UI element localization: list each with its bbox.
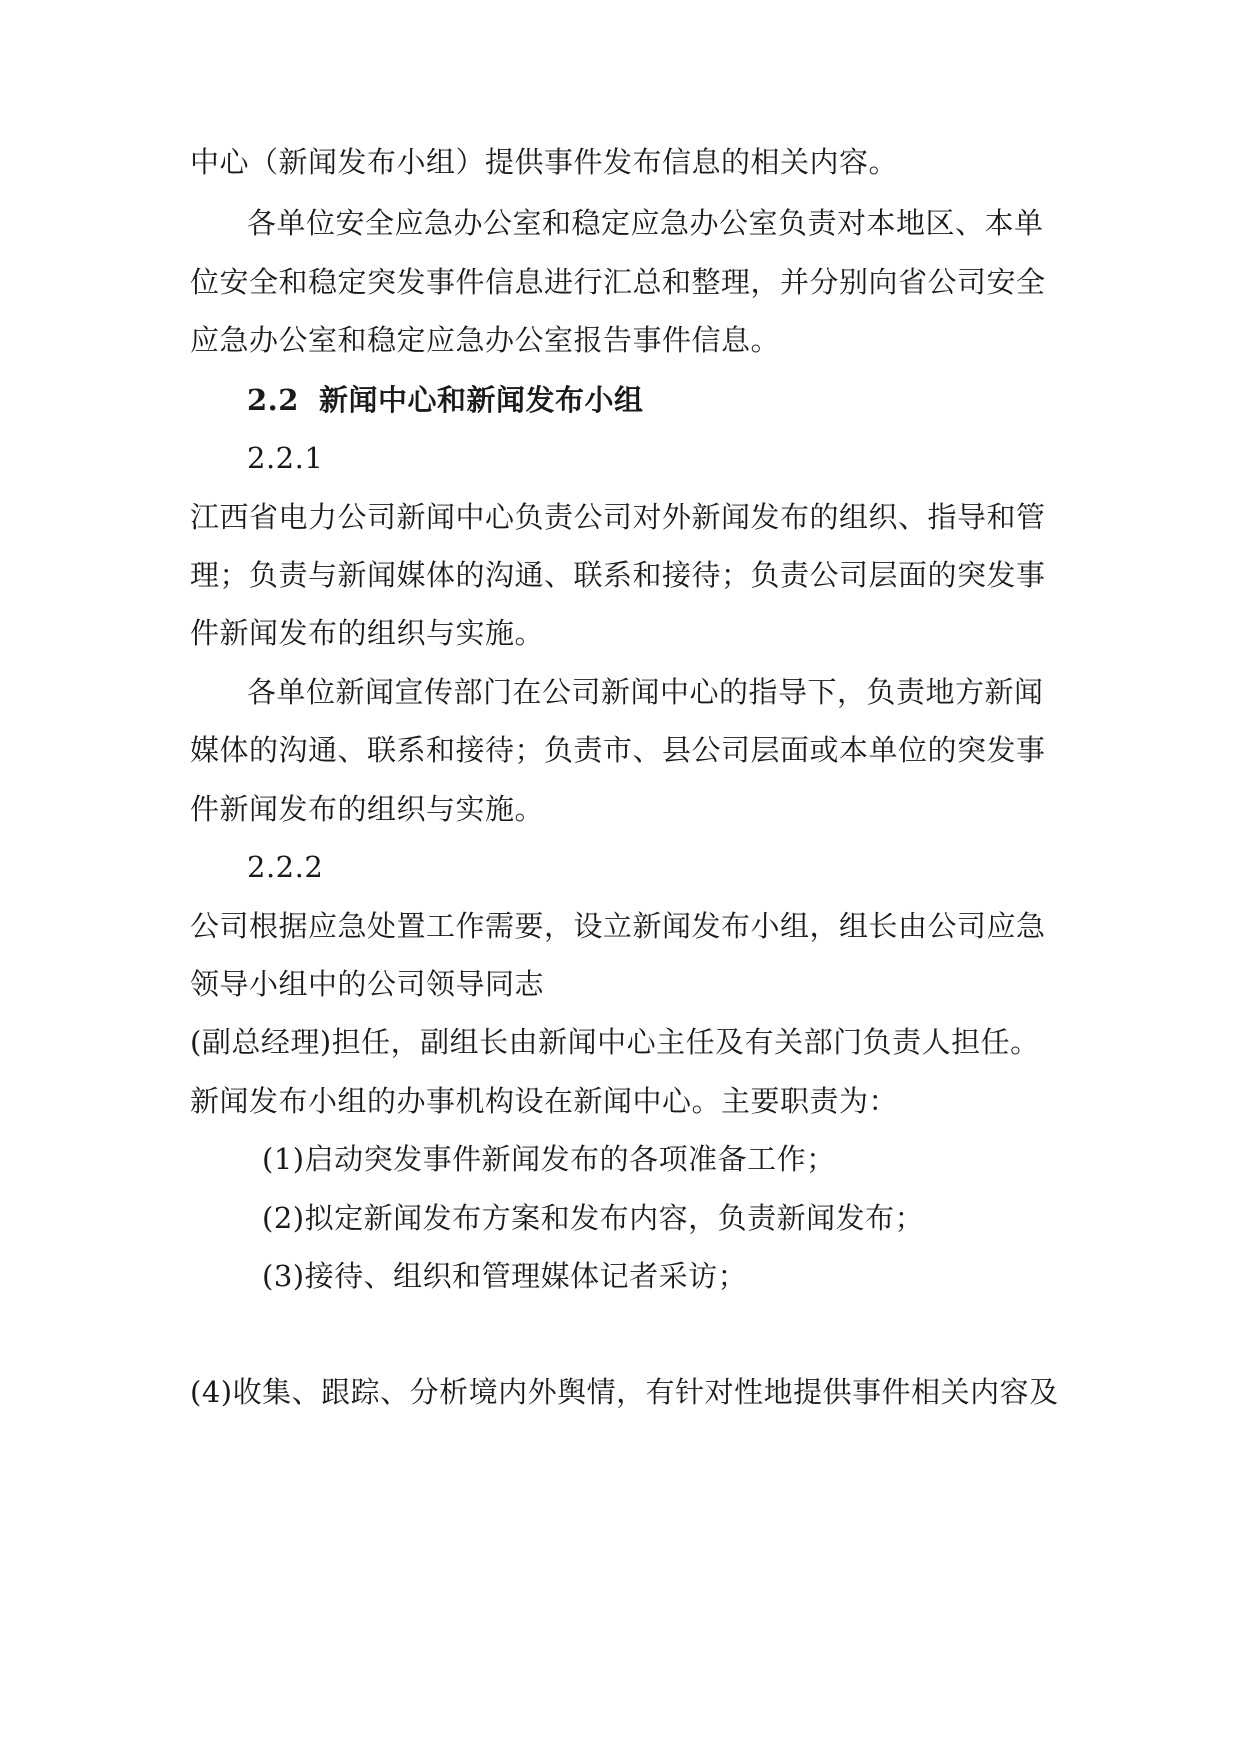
paragraph-line: 件新闻发布的组织与实施。: [190, 616, 545, 650]
paragraph-line: 江西省电力公司新闻中心负责公司对外新闻发布的组织、指导和管: [190, 500, 1046, 534]
section-heading: [247, 380, 1127, 420]
paragraph-line: (副总经理)担任，副组长由新闻中心主任及有关部门负责人担任。: [190, 1025, 1040, 1059]
paragraph-line: 领导小组中的公司领导同志: [190, 967, 545, 1001]
paragraph-line: 新闻发布小组的办事机构设在新闻中心。主要职责为：: [190, 1084, 899, 1118]
subsection-number: 2.2.2: [247, 850, 324, 884]
paragraph-line: 各单位新闻宣传部门在公司新闻中心的指导下，负责地方新闻: [247, 675, 1044, 709]
paragraph-line: 公司根据应急处置工作需要，设立新闻发布小组，组长由公司应急: [190, 909, 1046, 943]
section-number: 2.2: [247, 383, 299, 417]
section-title: 新闻中心和新闻发布小组: [319, 383, 644, 417]
list-item: (1)启动突发事件新闻发布的各项准备工作；: [262, 1142, 836, 1176]
subsection-number: 2.2.1: [247, 441, 324, 475]
list-item: (4)收集、跟踪、分析境内外舆情，有针对性地提供事件相关内容及: [190, 1375, 1059, 1409]
paragraph-line: 件新闻发布的组织与实施。: [190, 792, 545, 826]
paragraph-line: 各单位安全应急办公室和稳定应急办公室负责对本地区、本单: [247, 206, 1044, 240]
list-item: (3)接待、组织和管理媒体记者采访；: [262, 1259, 748, 1293]
paragraph-line: 中心（新闻发布小组）提供事件发布信息的相关内容。: [190, 145, 899, 179]
list-item: (2)拟定新闻发布方案和发布内容，负责新闻发布；: [262, 1201, 925, 1235]
paragraph-line: 理；负责与新闻媒体的沟通、联系和接待；负责公司层面的突发事: [190, 558, 1046, 592]
paragraph-line: 位安全和稳定突发事件信息进行汇总和整理，并分别向省公司安全: [190, 265, 1046, 299]
paragraph-line: 媒体的沟通、联系和接待；负责市、县公司层面或本单位的突发事: [190, 733, 1046, 767]
paragraph-line: 应急办公室和稳定应急办公室报告事件信息。: [190, 323, 781, 357]
